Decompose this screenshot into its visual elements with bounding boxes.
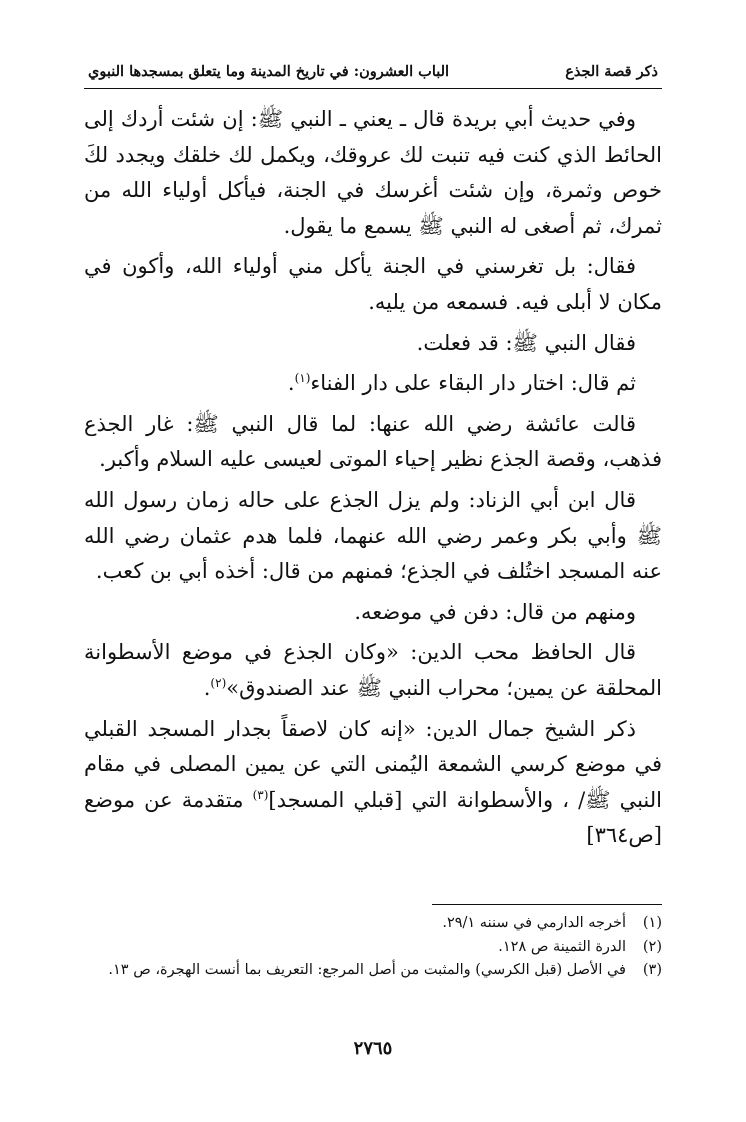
header-chapter-section: ذكر قصة الجذع <box>565 63 658 80</box>
paragraph: ومنهم من قال: دفن في موضعه. <box>354 599 636 624</box>
page-number: ٢٧٦٥ <box>353 1038 393 1059</box>
footnote-text: في الأصل (قبل الكرسي) والمثبت من أصل المرجع: التعريف بما أنست الهجرة، ص ١٣. <box>108 962 626 978</box>
header-chapter-title: الباب العشرون: في تاريخ المدينة وما يتعلق بمسجدها النبوي <box>88 63 450 80</box>
footnote <box>84 936 662 960</box>
footnote-text: الدرة الثمينة ص ١٢٨. <box>498 938 626 955</box>
paragraph: فقال النبي ﷺ: قد فعلت. <box>416 330 636 355</box>
running-header <box>88 50 658 80</box>
footnote-number: (٣) <box>642 962 662 978</box>
footnotes <box>84 912 662 983</box>
paragraph <box>84 712 662 854</box>
footnote <box>84 959 662 983</box>
footnote-number: (١) <box>642 915 662 931</box>
paragraph-end: . <box>203 675 211 700</box>
paragraph <box>84 635 662 706</box>
paragraph: قالت عائشة رضي الله عنها: لما قال النبي ﷺ: غار الجذع فذهب، وقصة الجذع نظير إحياء الموتى لعيسى عليه السلام وأكبر. <box>84 411 662 472</box>
footnote-text: أخرجه الدارمي في سننه ٢٩/١. <box>442 915 626 931</box>
paragraph: قال ابن أبي الزناد: ولم يزل الجذع على حاله زمان رسول الله ﷺ وأبي بكر وعمر رضي الله عنهما، فلما هدم عثمان رضي الله عنه المسجد اختُلف في الجذع؛ فمنهم من قال: أخذه أبي بن كعب. <box>84 487 662 584</box>
paragraph: وفي حديث أبي بريدة قال ـ يعني ـ النبي ﷺ: إن شئت أردك إلى الحائط الذي كنت فيه تنبت لك عروقك، ويكمل لك خلقك ويجدد لكَ خوص وثمرة، وإن شئت أغرسك في الجنة، فيأكل أولياء الله من ثمرك، ثم أصغى له النبي ﷺ يسمع ما يقول. <box>84 107 662 238</box>
header-rule <box>84 88 662 89</box>
footnote-number: (٢) <box>642 938 662 955</box>
footnote <box>84 912 662 936</box>
footnote-marker[interactable]: (١) <box>294 371 311 386</box>
paragraph: فقال: بل تغرسني في الجنة يأكل مني أولياء الله، وأكون في مكان لا أبلى فيه. فسمعه من يليه. <box>84 254 662 314</box>
paragraph-end: . <box>287 371 295 396</box>
page-body <box>84 102 662 854</box>
footnote-marker[interactable]: (٣) <box>252 787 269 802</box>
paragraph-text: قال الحافظ محب الدين: «وكان الجذع في موضع الأسطوانة المحلقة عن يمين؛ محراب النبي ﷺ عند الصندوق» <box>84 640 662 700</box>
paragraph-text: ذكر الشيخ جمال الدين: «إنه كان لاصقاً بجدار المسجد القبلي في موضع كرسي الشمعة اليُمنى التي عن يمين المصلى في مقام النبي ﷺ/ ، والأسطوانة التي [قبلي المسجد] <box>84 716 662 812</box>
paragraph <box>84 366 662 402</box>
paragraph-tail: متقدمة عن موضع [ص٣٦٤] <box>84 787 662 848</box>
footnote-marker[interactable]: (٢) <box>210 675 227 690</box>
footnote-rule <box>432 904 662 905</box>
paragraph-text: ثم قال: اختار دار البقاء على دار الفناء <box>310 371 636 396</box>
